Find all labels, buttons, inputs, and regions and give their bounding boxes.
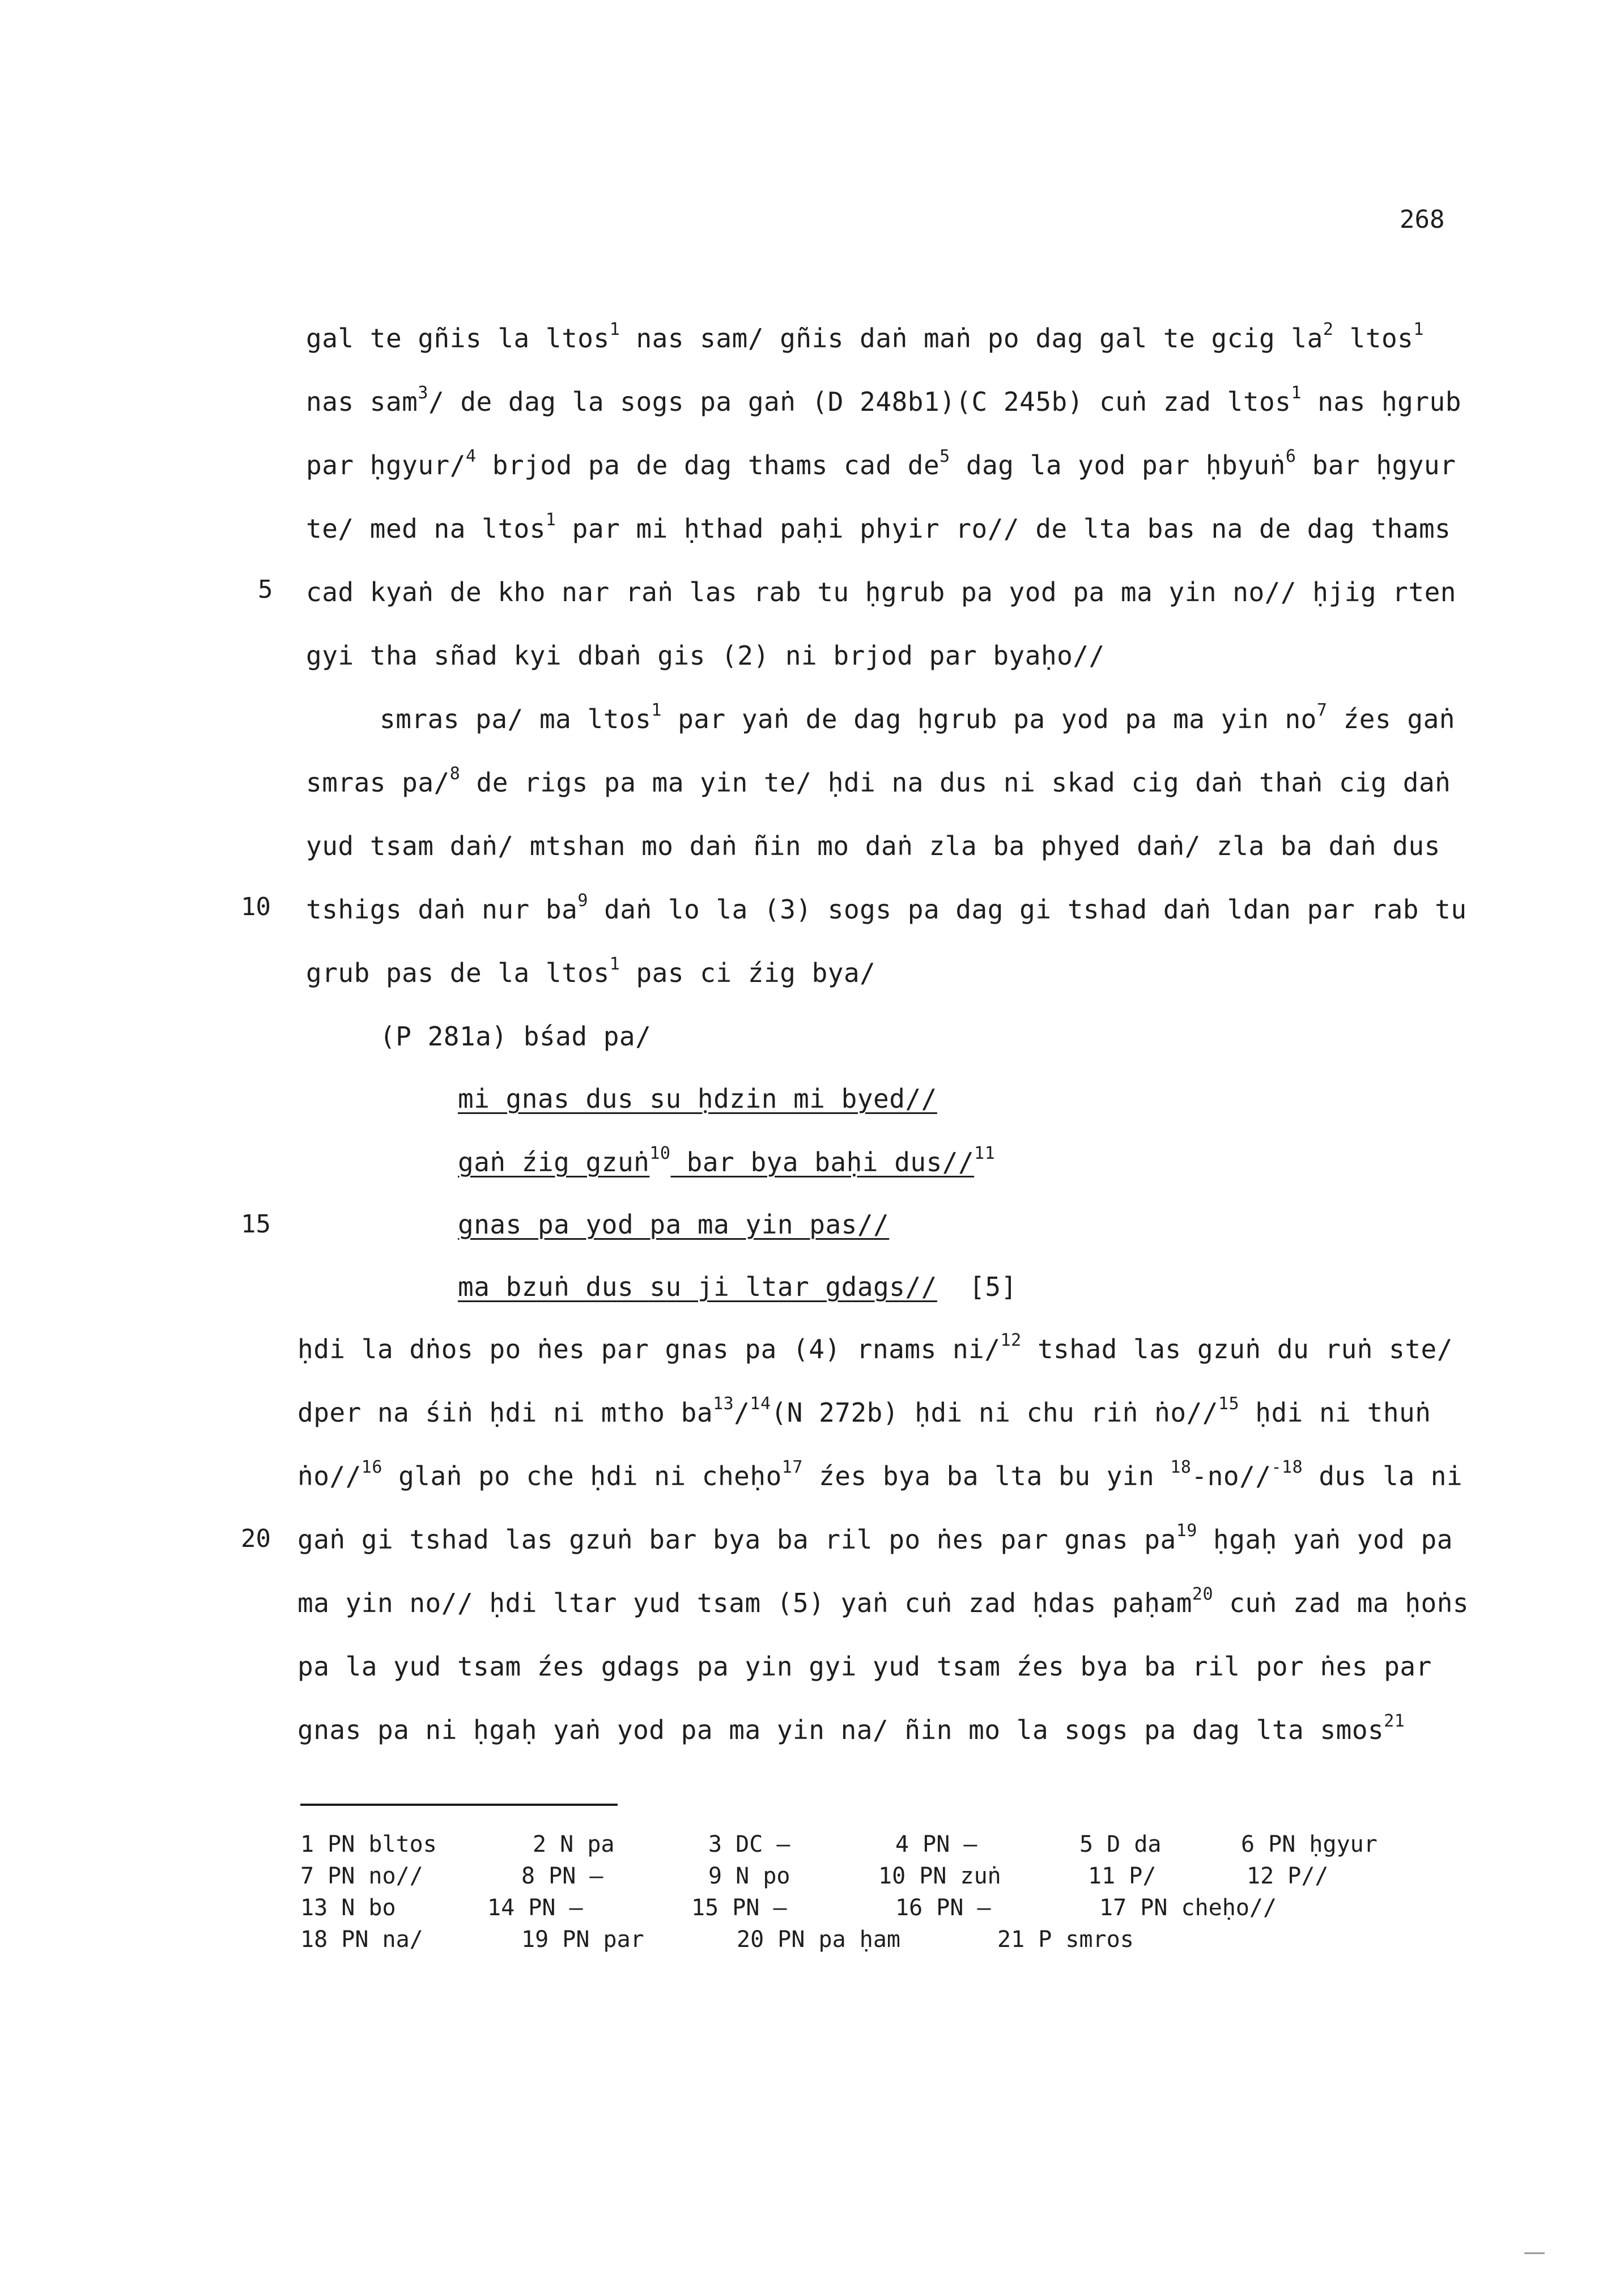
text-line: yud tsam daṅ/ mtshan mo daṅ ñin mo daṅ zla ba phyed daṅ/ zla ba daṅ dus [306, 831, 1440, 861]
footnote: 19 PN par [521, 1927, 644, 1953]
footnote: 21 P smros [997, 1927, 1134, 1953]
footnote-row [300, 1927, 1134, 2057]
text-line: smras pa/ ma ltos$^1$ par yaṅ de dag ḥgrub pa yod pa ma yin $no^7$ źes gaṅ [380, 700, 1455, 734]
text-line: nas sam$^3$/ de dag la sogs pa gaṅ (D 248b1)(C 245b) cuṅ zad ltos$^1$ nas ḥgrub [306, 383, 1461, 417]
text-line: pa la yud tsam źes gdags pa yin gyi yud tsam źes bya ba ril por ṅes par [297, 1651, 1432, 1682]
text-line: gaṅ gi tshad las gzuṅ bar bya ba ril po ṅes par gnas $pa^{19}$ ḥgaḥ yaṅ yod pa [297, 1521, 1453, 1555]
footnote: 15 PN — [691, 1895, 787, 1921]
edge-mark [1524, 2252, 1545, 2254]
footnote: 10 PN zuṅ [878, 1863, 1001, 1889]
text-line: gnas pa ni ḥgaḥ yaṅ yod pa ma yin na/ ñin mo la sogs pa dag lta smos$^{21}$ [297, 1711, 1405, 1745]
footnote: 6 PN ḥgyur [1241, 1831, 1378, 1857]
footnote: 2 N pa [533, 1831, 615, 1857]
text-line: ḥdi la dṅos po ṅes par gnas pa (4) rnams ni/$^{12}$ tshad las gzuṅ du ruṅ ste/ [297, 1330, 1453, 1364]
line-number: 20 [241, 1524, 271, 1553]
footnote: 11 P/ [1088, 1863, 1157, 1889]
verse-line: mi gnas dus su ḥdzin mi byed// [458, 1083, 937, 1114]
text-line: dper na śiṅ ḥdi ni mtho $ba^{13}/^{14}(N$ 272b) ḥdi ni chu riṅ ṅo//$^{15}$ ḥdi ni thuṅ [297, 1394, 1431, 1428]
footnote: 5 D da [1079, 1831, 1162, 1857]
text-line: gal te gñis la ltos$^1$ nas sam/ gñis daṅ maṅ po dag gal te gcig $la^2$ ltos$^1$ [306, 320, 1424, 354]
line-number: 5 [258, 575, 273, 604]
text-line: par ḥgyur/$^4$ brjod pa de dag thams cad $de^5$ dag la yod par ḥbyuṅ$^6$ bar ḥgyur [306, 447, 1456, 481]
text-line: grub pas de la ltos$^1$ pas ci źig bya/ [306, 954, 876, 988]
footnote: 13 N bo [300, 1895, 396, 1921]
line-number: 10 [241, 892, 271, 921]
line-number: 15 [241, 1210, 271, 1239]
text-line: smras pa/$^8$ de rigs pa ma yin te/ ḥdi na dus ni skad cig daṅ thaṅ cig daṅ [306, 764, 1451, 798]
footnote: 14 PN — [487, 1895, 583, 1921]
text-line: ṅo//$^{16}$ glaṅ po che ḥdi ni cheḥo$^{17}$ źes bya ba lta bu yin $^{18}$-no//$^{-18}$ dus la ni [297, 1457, 1463, 1491]
footnote: 18 PN na/ [300, 1927, 423, 1953]
verse-line: ma bzuṅ dus su ji ltar gdags// [5] [458, 1272, 1017, 1302]
page-number: 268 [1400, 205, 1445, 234]
text-line: cad kyaṅ de kho nar raṅ las rab tu ḥgrub pa yod pa ma yin no// ḥjig rten [306, 577, 1456, 607]
footnote: 12 P// [1247, 1863, 1329, 1889]
footnote: 20 PN pa ḥam [737, 1927, 900, 1953]
text-line: gyi tha sñad kyi dbaṅ gis (2) ni brjod par byaḥo// [306, 640, 1105, 671]
footnote-rule [300, 1804, 618, 1806]
verse-line: gaṅ źig gzuṅ$^{10}$ bar bya baḥi dus//$^{11}$ [458, 1143, 996, 1177]
footnote: 8 PN — [521, 1863, 603, 1889]
text-line: tshigs daṅ nur $ba^9$ daṅ lo la (3) sogs pa dag gi tshad daṅ ldan par rab tu [306, 891, 1467, 925]
footnote: 7 PN no// [300, 1863, 423, 1889]
footnote: 17 PN cheḥo// [1099, 1895, 1277, 1921]
footnote: 1 PN bltos [300, 1831, 437, 1857]
text-line: ma yin no// ḥdi ltar yud tsam (5) yaṅ cuṅ zad ḥdas paḥam$^{20}$ cuṅ zad ma ḥoṅs [297, 1584, 1469, 1618]
verse-number: [5] [969, 1272, 1017, 1302]
footnote: 16 PN — [895, 1895, 991, 1921]
verse-line: gnas pa yod pa ma yin pas// [458, 1209, 890, 1240]
text-line: (P 281a) bśad pa/ [380, 1021, 652, 1052]
footnote: 3 DC — [708, 1831, 790, 1857]
footnote: 9 N po [708, 1863, 790, 1889]
footnote: 4 PN — [895, 1831, 977, 1857]
text-line: te/ med na ltos$^1$ par mi ḥthad paḥi phyir ro// de lta bas na de dag thams [306, 510, 1451, 544]
